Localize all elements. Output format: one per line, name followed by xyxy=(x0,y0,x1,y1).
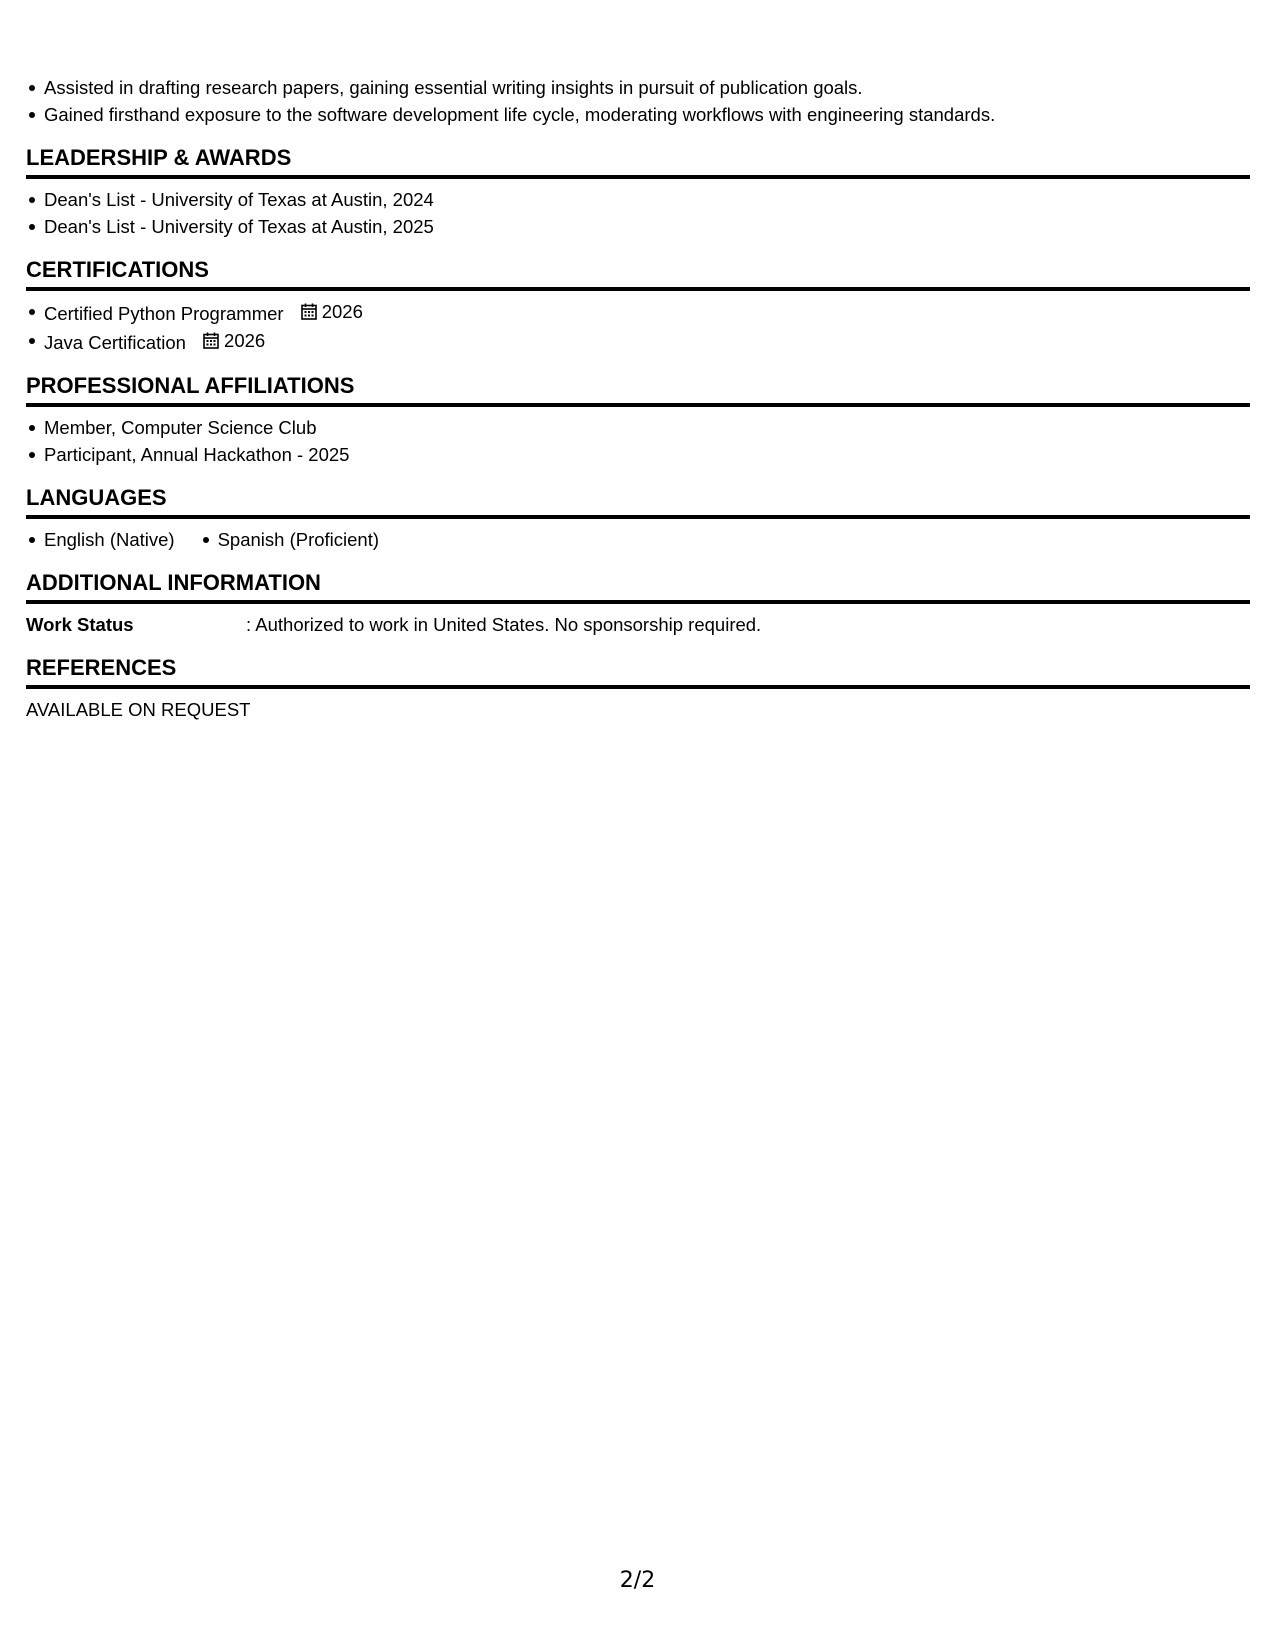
list-item: English (Native) xyxy=(44,526,175,553)
certification-year: 2026 xyxy=(224,330,266,351)
languages-section xyxy=(26,485,1250,553)
list-item: Assisted in drafting research papers, gaining essential writing insights in pursuit of publication goals. xyxy=(44,74,1250,101)
work-status-row xyxy=(26,611,1250,638)
affiliations-list xyxy=(26,414,1250,468)
references-section xyxy=(26,655,1250,723)
info-label: Work Status xyxy=(26,614,134,635)
list-item xyxy=(44,298,1250,327)
certification-date xyxy=(203,327,265,354)
section-title: ADDITIONAL INFORMATION xyxy=(26,570,1250,604)
affiliations-section xyxy=(26,373,1250,468)
certification-year: 2026 xyxy=(321,301,363,322)
certifications-list xyxy=(26,298,1250,356)
list-item: Member, Computer Science Club xyxy=(44,414,1250,441)
list-item xyxy=(44,327,1250,356)
references-text: AVAILABLE ON REQUEST xyxy=(26,699,251,720)
page-number: 2/2 xyxy=(619,1568,656,1593)
list-item: Gained firsthand exposure to the software development life cycle, moderating workflows with engineering standards. xyxy=(44,101,1250,128)
experience-bullet-list xyxy=(26,74,1250,128)
calendar-icon xyxy=(203,332,219,349)
certification-date xyxy=(301,298,363,325)
section-title: CERTIFICATIONS xyxy=(26,257,1250,291)
list-item: Spanish (Proficient) xyxy=(218,526,379,553)
list-item: Dean's List - University of Texas at Austin, 2025 xyxy=(44,213,1250,240)
languages-list xyxy=(26,526,1250,553)
leadership-list xyxy=(26,186,1250,240)
certification-name: Java Certification xyxy=(44,332,186,353)
certifications-section xyxy=(26,257,1250,356)
list-item: Dean's List - University of Texas at Austin, 2024 xyxy=(44,186,1250,213)
section-title: LEADERSHIP & AWARDS xyxy=(26,145,1250,179)
certification-name: Certified Python Programmer xyxy=(44,303,284,324)
calendar-icon xyxy=(301,303,317,320)
leadership-section xyxy=(26,145,1250,240)
additional-info-section xyxy=(26,570,1250,638)
list-item: Participant, Annual Hackathon - 2025 xyxy=(44,441,1250,468)
section-title: PROFESSIONAL AFFILIATIONS xyxy=(26,373,1250,407)
resume-page xyxy=(26,74,1250,723)
section-title: LANGUAGES xyxy=(26,485,1250,519)
info-value: : Authorized to work in United States. No sponsorship required. xyxy=(246,614,762,635)
section-title: REFERENCES xyxy=(26,655,1250,689)
